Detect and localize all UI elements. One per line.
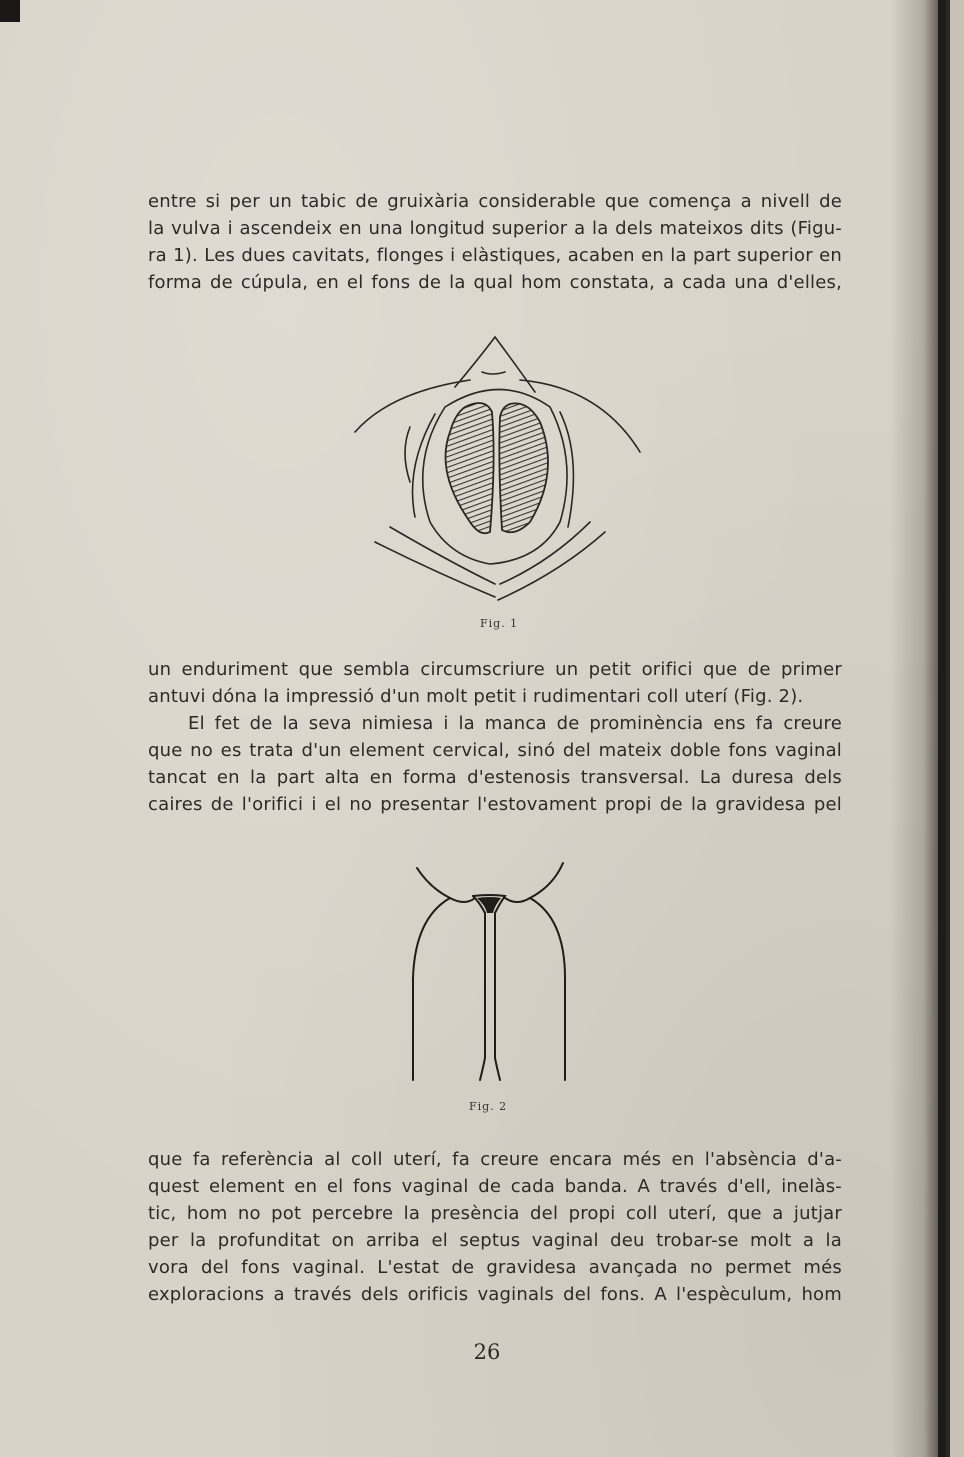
text-line: que fa referència al coll uterí, fa creure encara més en l'absència d'a- (148, 1149, 842, 1170)
text-line: exploracions a través dels orificis vaginals del fons. A l'espèculum, hom (148, 1284, 842, 1305)
paragraph-2 (148, 656, 842, 710)
adjacent-page-edge (946, 0, 964, 1457)
figure-2-illustration (405, 858, 575, 1088)
page-gutter-shadow (890, 0, 938, 1457)
paragraph-4 (148, 1146, 842, 1308)
text-line: per la profunditat on arriba el septus vaginal deu trobar-se molt a la (148, 1230, 842, 1251)
text-line: la vulva i ascendeix en una longitud superior a la dels mateixos dits (Figu- (148, 218, 842, 239)
text-line: tic, hom no pot percebre la presència del propi coll uterí, que a jutjar (148, 1203, 842, 1224)
text-line: El fet de la seva nimiesa i la manca de prominència ens fa creure (188, 713, 842, 734)
text-line: caires de l'orifici i el no presentar l'estovament propi de la gravidesa pel (148, 794, 842, 815)
text-line: antuvi dóna la impressió d'un molt petit i rudimentari coll uterí (Fig. 2). (148, 686, 804, 707)
text-line: vora del fons vaginal. L'estat de gravidesa avançada no permet més (148, 1257, 842, 1278)
text-line: un enduriment que sembla circumscriure un petit orifici que de primer (148, 659, 842, 680)
figure-1-caption: Fig. 1 (480, 617, 519, 630)
text-line: ra 1). Les dues cavitats, flonges i elàstiques, acaben en la part superior en (148, 245, 842, 266)
scan-corner-mark (0, 0, 20, 22)
figure-1-illustration (350, 332, 650, 607)
text-line: que no es trata d'un element cervical, sinó del mateix doble fons vaginal (148, 740, 842, 761)
page-number: 26 (473, 1340, 501, 1364)
figure-2-caption: Fig. 2 (469, 1100, 508, 1113)
text-line: quest element en el fons vaginal de cada banda. A través d'ell, inelàs- (148, 1176, 842, 1197)
text-line: entre si per un tabic de gruixària considerable que comença a nivell de (148, 191, 842, 212)
paragraph-1 (148, 188, 842, 296)
paragraph-3 (148, 710, 842, 818)
text-line: forma de cúpula, en el fons de la qual hom constata, a cada una d'elles, (148, 272, 842, 293)
text-line: tancat en la part alta en forma d'estenosis transversal. La duresa dels (148, 767, 842, 788)
